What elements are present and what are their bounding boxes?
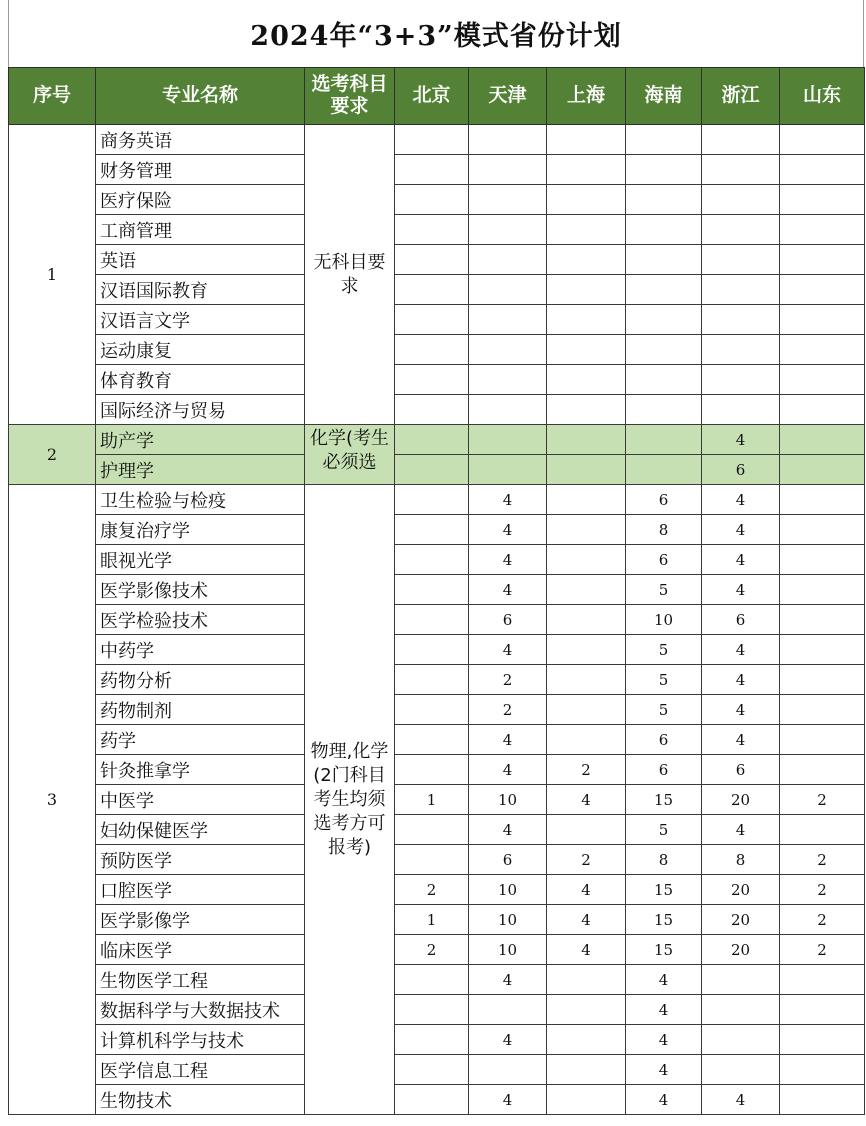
table-row bbox=[9, 515, 865, 545]
group-seq-cell[interactable]: 1 bbox=[9, 125, 96, 425]
quota-cell[interactable]: 6 bbox=[626, 485, 702, 515]
quota-cell[interactable] bbox=[780, 545, 865, 575]
quota-cell[interactable] bbox=[547, 725, 626, 755]
header-province[interactable]: 浙江 bbox=[702, 68, 780, 125]
quota-cell[interactable] bbox=[702, 395, 780, 425]
header-province[interactable]: 天津 bbox=[469, 68, 547, 125]
header-province[interactable]: 北京 bbox=[395, 68, 469, 125]
quota-cell[interactable] bbox=[780, 575, 865, 605]
quota-cell[interactable] bbox=[395, 605, 469, 635]
quota-cell[interactable]: 10 bbox=[469, 935, 547, 965]
table-row bbox=[9, 665, 865, 695]
table-row bbox=[9, 695, 865, 725]
table-row bbox=[9, 785, 865, 815]
quota-cell[interactable]: 4 bbox=[626, 1055, 702, 1085]
quota-cell[interactable] bbox=[395, 1055, 469, 1085]
quota-cell[interactable] bbox=[702, 335, 780, 365]
quota-cell[interactable] bbox=[780, 455, 865, 485]
major-name-cell[interactable]: 商务英语 bbox=[96, 125, 305, 155]
quota-cell[interactable]: 10 bbox=[626, 605, 702, 635]
quota-cell[interactable]: 4 bbox=[702, 665, 780, 695]
table-row bbox=[9, 995, 865, 1025]
quota-cell[interactable] bbox=[395, 155, 469, 185]
major-name-cell[interactable]: 药物制剂 bbox=[96, 695, 305, 725]
quota-cell[interactable]: 4 bbox=[702, 1085, 780, 1115]
table-row bbox=[9, 1055, 865, 1085]
quota-cell[interactable] bbox=[702, 275, 780, 305]
quota-cell[interactable]: 5 bbox=[626, 635, 702, 665]
quota-cell[interactable] bbox=[469, 305, 547, 335]
major-name-cell[interactable]: 卫生检验与检疫 bbox=[96, 485, 305, 515]
quota-cell[interactable]: 2 bbox=[547, 755, 626, 785]
group-seq-cell[interactable]: 2 bbox=[9, 425, 96, 485]
quota-cell[interactable] bbox=[780, 965, 865, 995]
quota-cell[interactable]: 4 bbox=[702, 515, 780, 545]
quota-cell[interactable] bbox=[547, 125, 626, 155]
quota-cell[interactable]: 2 bbox=[780, 845, 865, 875]
quota-cell[interactable] bbox=[780, 185, 865, 215]
quota-cell[interactable] bbox=[626, 305, 702, 335]
quota-cell[interactable] bbox=[547, 215, 626, 245]
quota-cell[interactable] bbox=[469, 395, 547, 425]
page-title: 2024年“3+3”模式省份计划 bbox=[8, 0, 864, 67]
quota-cell[interactable] bbox=[469, 215, 547, 245]
quota-cell[interactable]: 20 bbox=[702, 785, 780, 815]
quota-cell[interactable] bbox=[626, 245, 702, 275]
quota-cell[interactable] bbox=[469, 335, 547, 365]
quota-cell[interactable]: 15 bbox=[626, 935, 702, 965]
quota-cell[interactable]: 4 bbox=[469, 755, 547, 785]
quota-cell[interactable] bbox=[547, 365, 626, 395]
quota-cell[interactable]: 20 bbox=[702, 905, 780, 935]
table-row bbox=[9, 905, 865, 935]
quota-cell[interactable] bbox=[547, 815, 626, 845]
quota-cell[interactable] bbox=[547, 1085, 626, 1115]
table-row bbox=[9, 1085, 865, 1115]
quota-cell[interactable]: 4 bbox=[626, 1085, 702, 1115]
quota-cell[interactable]: 15 bbox=[626, 875, 702, 905]
quota-cell[interactable] bbox=[395, 305, 469, 335]
table-row bbox=[9, 485, 865, 515]
major-name-cell[interactable]: 国际经济与贸易 bbox=[96, 395, 305, 425]
quota-cell[interactable]: 4 bbox=[702, 485, 780, 515]
quota-cell[interactable] bbox=[395, 845, 469, 875]
table-row bbox=[9, 365, 865, 395]
quota-cell[interactable] bbox=[395, 125, 469, 155]
header-major[interactable]: 专业名称 bbox=[96, 68, 305, 125]
major-name-cell[interactable]: 计算机科学与技术 bbox=[96, 1025, 305, 1055]
quota-cell[interactable]: 4 bbox=[702, 815, 780, 845]
quota-cell[interactable]: 10 bbox=[469, 875, 547, 905]
quota-cell[interactable] bbox=[395, 335, 469, 365]
quota-cell[interactable] bbox=[395, 1085, 469, 1115]
quota-cell[interactable]: 4 bbox=[702, 575, 780, 605]
quota-cell[interactable]: 6 bbox=[626, 545, 702, 575]
quota-cell[interactable] bbox=[395, 245, 469, 275]
table-body bbox=[9, 125, 865, 1115]
table-row bbox=[9, 755, 865, 785]
quota-cell[interactable] bbox=[780, 215, 865, 245]
quota-cell[interactable] bbox=[395, 815, 469, 845]
major-name-cell[interactable]: 医学信息工程 bbox=[96, 1055, 305, 1085]
quota-cell[interactable]: 20 bbox=[702, 935, 780, 965]
major-name-cell[interactable]: 妇幼保健医学 bbox=[96, 815, 305, 845]
table-row bbox=[9, 185, 865, 215]
major-name-cell[interactable]: 汉语言文学 bbox=[96, 305, 305, 335]
table-row bbox=[9, 815, 865, 845]
quota-cell[interactable] bbox=[547, 965, 626, 995]
quota-cell[interactable]: 15 bbox=[626, 905, 702, 935]
quota-cell[interactable] bbox=[395, 635, 469, 665]
subject-requirement-text: 化学(考生必须选 bbox=[309, 428, 390, 473]
header-row bbox=[9, 68, 865, 125]
quota-cell[interactable]: 2 bbox=[780, 905, 865, 935]
quota-cell[interactable] bbox=[780, 1085, 865, 1115]
quota-cell[interactable]: 5 bbox=[626, 695, 702, 725]
major-name-cell[interactable]: 医学影像学 bbox=[96, 905, 305, 935]
major-name-cell[interactable]: 生物技术 bbox=[96, 1085, 305, 1115]
quota-cell[interactable]: 2 bbox=[547, 845, 626, 875]
quota-cell[interactable] bbox=[469, 125, 547, 155]
quota-cell[interactable] bbox=[395, 275, 469, 305]
major-name-cell[interactable]: 眼视光学 bbox=[96, 545, 305, 575]
major-name-cell[interactable]: 生物医学工程 bbox=[96, 965, 305, 995]
major-name-cell[interactable]: 药物分析 bbox=[96, 665, 305, 695]
table-row bbox=[9, 245, 865, 275]
quota-cell[interactable] bbox=[395, 425, 469, 455]
quota-cell[interactable] bbox=[702, 155, 780, 185]
quota-cell[interactable] bbox=[547, 635, 626, 665]
quota-cell[interactable] bbox=[469, 155, 547, 185]
quota-cell[interactable]: 5 bbox=[626, 575, 702, 605]
header-province[interactable]: 山东 bbox=[780, 68, 865, 125]
quota-cell[interactable] bbox=[702, 185, 780, 215]
quota-cell[interactable] bbox=[626, 155, 702, 185]
major-name-cell[interactable]: 运动康复 bbox=[96, 335, 305, 365]
quota-cell[interactable] bbox=[469, 245, 547, 275]
quota-cell[interactable]: 4 bbox=[702, 635, 780, 665]
quota-cell[interactable]: 4 bbox=[626, 995, 702, 1025]
quota-cell[interactable] bbox=[780, 155, 865, 185]
table-row bbox=[9, 305, 865, 335]
quota-cell[interactable] bbox=[626, 185, 702, 215]
quota-cell[interactable]: 4 bbox=[469, 1085, 547, 1115]
header-seq[interactable]: 序号 bbox=[9, 68, 96, 125]
major-name-cell[interactable]: 医学影像技术 bbox=[96, 575, 305, 605]
table-row bbox=[9, 1025, 865, 1055]
table-row bbox=[9, 965, 865, 995]
quota-cell[interactable] bbox=[626, 335, 702, 365]
table-row bbox=[9, 335, 865, 365]
quota-cell[interactable]: 2 bbox=[469, 695, 547, 725]
quota-cell[interactable] bbox=[780, 485, 865, 515]
table-row bbox=[9, 725, 865, 755]
plan-table bbox=[8, 67, 865, 1115]
major-name-cell[interactable]: 工商管理 bbox=[96, 215, 305, 245]
quota-cell[interactable] bbox=[626, 365, 702, 395]
quota-cell[interactable]: 4 bbox=[469, 725, 547, 755]
quota-cell[interactable] bbox=[780, 755, 865, 785]
quota-cell[interactable] bbox=[395, 215, 469, 245]
quota-cell[interactable]: 2 bbox=[780, 875, 865, 905]
table-row bbox=[9, 395, 865, 425]
group-seq-cell[interactable]: 3 bbox=[9, 485, 96, 1115]
quota-cell[interactable]: 5 bbox=[626, 815, 702, 845]
quota-cell[interactable] bbox=[626, 215, 702, 245]
quota-cell[interactable]: 6 bbox=[626, 725, 702, 755]
table-row bbox=[9, 455, 865, 485]
quota-cell[interactable]: 2 bbox=[395, 935, 469, 965]
quota-cell[interactable] bbox=[469, 425, 547, 455]
quota-cell[interactable] bbox=[547, 425, 626, 455]
quota-cell[interactable]: 6 bbox=[469, 605, 547, 635]
quota-cell[interactable] bbox=[547, 455, 626, 485]
quota-cell[interactable]: 2 bbox=[395, 875, 469, 905]
quota-cell[interactable]: 1 bbox=[395, 785, 469, 815]
quota-cell[interactable] bbox=[547, 545, 626, 575]
quota-cell[interactable]: 4 bbox=[469, 545, 547, 575]
quota-cell[interactable] bbox=[547, 665, 626, 695]
major-name-cell[interactable]: 临床医学 bbox=[96, 935, 305, 965]
quota-cell[interactable] bbox=[702, 1025, 780, 1055]
quota-cell[interactable] bbox=[547, 245, 626, 275]
quota-cell[interactable] bbox=[395, 695, 469, 725]
quota-cell[interactable]: 4 bbox=[469, 575, 547, 605]
quota-cell[interactable]: 4 bbox=[547, 875, 626, 905]
quota-cell[interactable] bbox=[395, 395, 469, 425]
quota-cell[interactable] bbox=[780, 365, 865, 395]
quota-cell[interactable] bbox=[395, 185, 469, 215]
quota-cell[interactable]: 2 bbox=[780, 785, 865, 815]
quota-cell[interactable] bbox=[395, 365, 469, 395]
quota-cell[interactable] bbox=[547, 515, 626, 545]
quota-cell[interactable]: 4 bbox=[702, 725, 780, 755]
quota-cell[interactable] bbox=[469, 275, 547, 305]
header-province[interactable]: 上海 bbox=[547, 68, 626, 125]
table-row bbox=[9, 635, 865, 665]
quota-cell[interactable] bbox=[626, 425, 702, 455]
quota-cell[interactable] bbox=[547, 395, 626, 425]
table-row bbox=[9, 575, 865, 605]
quota-cell[interactable] bbox=[780, 605, 865, 635]
quota-cell[interactable]: 8 bbox=[702, 845, 780, 875]
major-name-cell[interactable]: 护理学 bbox=[96, 455, 305, 485]
quota-cell[interactable] bbox=[780, 815, 865, 845]
table-row bbox=[9, 425, 865, 455]
quota-cell[interactable] bbox=[780, 125, 865, 155]
major-name-cell[interactable]: 汉语国际教育 bbox=[96, 275, 305, 305]
quota-cell[interactable] bbox=[702, 305, 780, 335]
quota-cell[interactable] bbox=[547, 1025, 626, 1055]
quota-cell[interactable] bbox=[469, 365, 547, 395]
major-name-cell[interactable]: 体育教育 bbox=[96, 365, 305, 395]
quota-cell[interactable] bbox=[547, 605, 626, 635]
major-name-cell[interactable]: 中药学 bbox=[96, 635, 305, 665]
quota-cell[interactable]: 8 bbox=[626, 845, 702, 875]
quota-cell[interactable] bbox=[780, 515, 865, 545]
quota-cell[interactable] bbox=[547, 335, 626, 365]
quota-cell[interactable] bbox=[547, 275, 626, 305]
quota-cell[interactable] bbox=[780, 395, 865, 425]
table-row bbox=[9, 215, 865, 245]
quota-cell[interactable] bbox=[547, 485, 626, 515]
major-name-cell[interactable]: 医学检验技术 bbox=[96, 605, 305, 635]
quota-cell[interactable] bbox=[702, 995, 780, 1025]
quota-cell[interactable] bbox=[702, 215, 780, 245]
major-name-cell[interactable]: 中医学 bbox=[96, 785, 305, 815]
quota-cell[interactable]: 4 bbox=[626, 1025, 702, 1055]
quota-cell[interactable] bbox=[469, 455, 547, 485]
major-name-cell[interactable]: 康复治疗学 bbox=[96, 515, 305, 545]
quota-cell[interactable] bbox=[702, 965, 780, 995]
quota-cell[interactable]: 10 bbox=[469, 785, 547, 815]
quota-cell[interactable] bbox=[626, 125, 702, 155]
quota-cell[interactable] bbox=[547, 155, 626, 185]
quota-cell[interactable]: 15 bbox=[626, 785, 702, 815]
quota-cell[interactable] bbox=[780, 425, 865, 455]
quota-cell[interactable] bbox=[547, 575, 626, 605]
quota-cell[interactable] bbox=[780, 1055, 865, 1085]
quota-cell[interactable]: 1 bbox=[395, 905, 469, 935]
quota-cell[interactable]: 2 bbox=[469, 665, 547, 695]
quota-cell[interactable] bbox=[780, 725, 865, 755]
subject-requirement-cell[interactable]: 无科目要求 bbox=[305, 125, 395, 425]
quota-cell[interactable]: 4 bbox=[702, 425, 780, 455]
table-row bbox=[9, 875, 865, 905]
table-row bbox=[9, 845, 865, 875]
quota-cell[interactable] bbox=[780, 245, 865, 275]
quota-cell[interactable]: 4 bbox=[547, 905, 626, 935]
quota-cell[interactable] bbox=[702, 125, 780, 155]
quota-cell[interactable] bbox=[395, 755, 469, 785]
quota-cell[interactable]: 4 bbox=[547, 935, 626, 965]
quota-cell[interactable] bbox=[780, 305, 865, 335]
quota-cell[interactable] bbox=[547, 1055, 626, 1085]
quota-cell[interactable] bbox=[702, 1055, 780, 1085]
quota-cell[interactable] bbox=[780, 335, 865, 365]
quota-cell[interactable] bbox=[780, 665, 865, 695]
table-row bbox=[9, 605, 865, 635]
header-province[interactable]: 海南 bbox=[626, 68, 702, 125]
table-row bbox=[9, 545, 865, 575]
major-name-cell[interactable]: 数据科学与大数据技术 bbox=[96, 995, 305, 1025]
quota-cell[interactable] bbox=[702, 245, 780, 275]
quota-cell[interactable]: 4 bbox=[469, 1025, 547, 1055]
quota-cell[interactable]: 4 bbox=[469, 515, 547, 545]
table-row bbox=[9, 935, 865, 965]
quota-cell[interactable]: 20 bbox=[702, 875, 780, 905]
quota-cell[interactable]: 6 bbox=[702, 605, 780, 635]
quota-cell[interactable] bbox=[626, 455, 702, 485]
quota-cell[interactable]: 2 bbox=[780, 935, 865, 965]
quota-cell[interactable] bbox=[395, 995, 469, 1025]
major-name-cell[interactable]: 药学 bbox=[96, 725, 305, 755]
spreadsheet bbox=[8, 0, 864, 1115]
subject-requirement-cell[interactable]: 物理,化学(2门科目考生均须选考方可报考) bbox=[305, 485, 395, 1115]
quota-cell[interactable]: 8 bbox=[626, 515, 702, 545]
table-row bbox=[9, 125, 865, 155]
table-row bbox=[9, 275, 865, 305]
quota-cell[interactable]: 4 bbox=[469, 635, 547, 665]
quota-cell[interactable]: 4 bbox=[469, 965, 547, 995]
quota-cell[interactable] bbox=[469, 995, 547, 1025]
quota-cell[interactable] bbox=[395, 485, 469, 515]
quota-cell[interactable]: 4 bbox=[547, 785, 626, 815]
table-row bbox=[9, 155, 865, 185]
quota-cell[interactable]: 4 bbox=[702, 545, 780, 575]
quota-cell[interactable]: 6 bbox=[469, 845, 547, 875]
quota-cell[interactable] bbox=[469, 185, 547, 215]
quota-cell[interactable] bbox=[395, 665, 469, 695]
major-name-cell[interactable]: 预防医学 bbox=[96, 845, 305, 875]
quota-cell[interactable]: 4 bbox=[626, 965, 702, 995]
quota-cell[interactable] bbox=[547, 995, 626, 1025]
quota-cell[interactable] bbox=[395, 545, 469, 575]
quota-cell[interactable] bbox=[395, 575, 469, 605]
subject-requirement-cell[interactable] bbox=[305, 425, 395, 485]
quota-cell[interactable] bbox=[547, 305, 626, 335]
major-name-cell[interactable]: 针灸推拿学 bbox=[96, 755, 305, 785]
header-req[interactable]: 选考科目要求 bbox=[305, 68, 395, 125]
quota-cell[interactable] bbox=[626, 275, 702, 305]
quota-cell[interactable] bbox=[395, 965, 469, 995]
major-name-cell[interactable]: 财务管理 bbox=[96, 155, 305, 185]
quota-cell[interactable]: 4 bbox=[702, 695, 780, 725]
quota-cell[interactable] bbox=[780, 1025, 865, 1055]
quota-cell[interactable] bbox=[469, 1055, 547, 1085]
quota-cell[interactable] bbox=[780, 995, 865, 1025]
quota-cell[interactable]: 10 bbox=[469, 905, 547, 935]
quota-cell[interactable] bbox=[626, 395, 702, 425]
major-name-cell[interactable]: 助产学 bbox=[96, 425, 305, 455]
quota-cell[interactable]: 6 bbox=[626, 755, 702, 785]
quota-cell[interactable]: 6 bbox=[702, 755, 780, 785]
quota-cell[interactable] bbox=[547, 185, 626, 215]
quota-cell[interactable] bbox=[780, 635, 865, 665]
quota-cell[interactable]: 4 bbox=[469, 485, 547, 515]
quota-cell[interactable] bbox=[395, 455, 469, 485]
major-name-cell[interactable]: 医疗保险 bbox=[96, 185, 305, 215]
major-name-cell[interactable]: 口腔医学 bbox=[96, 875, 305, 905]
quota-cell[interactable]: 6 bbox=[702, 455, 780, 485]
quota-cell[interactable] bbox=[780, 275, 865, 305]
quota-cell[interactable] bbox=[395, 1025, 469, 1055]
quota-cell[interactable]: 5 bbox=[626, 665, 702, 695]
quota-cell[interactable] bbox=[780, 695, 865, 725]
quota-cell[interactable] bbox=[547, 695, 626, 725]
quota-cell[interactable] bbox=[395, 515, 469, 545]
major-name-cell[interactable]: 英语 bbox=[96, 245, 305, 275]
quota-cell[interactable]: 4 bbox=[469, 815, 547, 845]
quota-cell[interactable] bbox=[395, 725, 469, 755]
quota-cell[interactable] bbox=[702, 365, 780, 395]
